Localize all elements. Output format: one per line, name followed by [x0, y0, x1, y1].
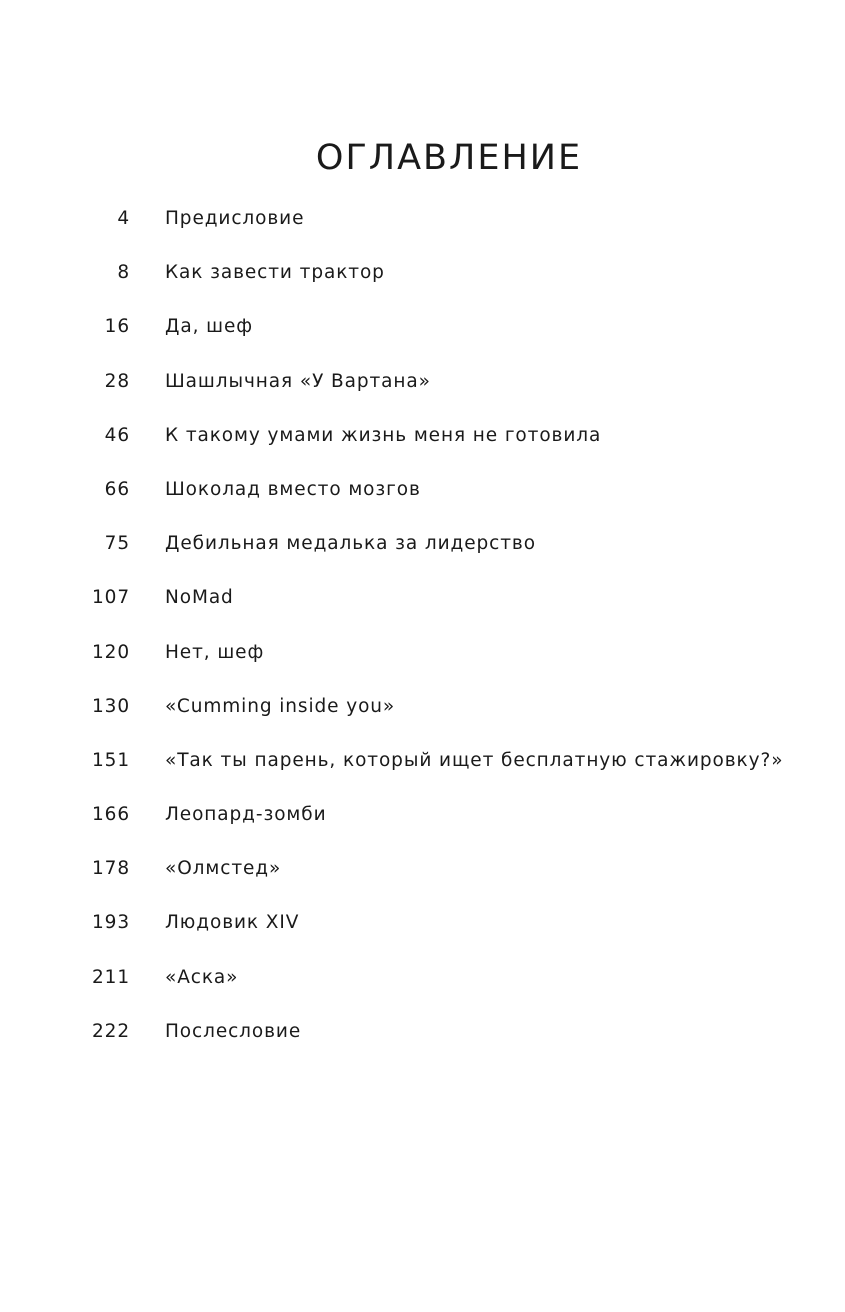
toc-entry[interactable]: [0, 687, 845, 741]
toc-chapter-title: Людовик XIV: [165, 912, 300, 934]
toc-page-number: 151: [91, 749, 130, 771]
toc-page-number: 46: [104, 424, 130, 446]
toc-page-number: 4: [117, 208, 130, 229]
toc-page-number: 75: [104, 533, 130, 555]
toc-page-number: 211: [91, 966, 130, 988]
toc-chapter-title: Послесловие: [165, 1020, 302, 1042]
toc-chapter-title: «Cumming inside you»: [165, 695, 396, 717]
toc-page-number: 107: [91, 587, 130, 609]
toc-chapter-title: «Олмстед»: [165, 858, 282, 880]
toc-entry[interactable]: [0, 470, 845, 524]
toc-entry[interactable]: [0, 903, 845, 957]
toc-page-number: 16: [104, 316, 130, 338]
toc-chapter-title: Дебильная медалька за лидерство: [165, 533, 536, 555]
toc-entry[interactable]: [0, 253, 845, 307]
toc-page-number: 166: [91, 804, 130, 826]
toc-entry[interactable]: [0, 416, 845, 470]
toc-page-number: 28: [104, 370, 130, 392]
toc-chapter-title: «Так ты парень, который ищет бесплатную стажировку?»: [165, 749, 784, 771]
toc-chapter-title: «Аска»: [165, 966, 239, 988]
toc-entry[interactable]: [0, 199, 845, 253]
toc-page-number: 120: [91, 641, 130, 663]
page-title: ОГЛАВЛЕНИЕ: [315, 138, 583, 178]
toc-entry[interactable]: [0, 633, 845, 687]
toc-chapter-title: Шоколад вместо мозгов: [165, 478, 421, 500]
toc-chapter-title: Леопард-зомби: [165, 804, 327, 826]
toc-page-number: 178: [91, 858, 130, 880]
toc-chapter-title: К такому умами жизнь меня не готовила: [165, 424, 602, 446]
toc-entry[interactable]: [0, 849, 845, 903]
toc-chapter-title: Как завести трактор: [165, 262, 385, 284]
toc-entry[interactable]: [0, 958, 845, 1012]
toc-chapter-title: Нет, шеф: [165, 641, 265, 663]
toc-page-number: 130: [91, 695, 130, 717]
toc-entry[interactable]: [0, 741, 845, 795]
toc-page-number: 222: [91, 1020, 130, 1042]
toc-page-number: 193: [91, 912, 130, 934]
toc-entry[interactable]: [0, 362, 845, 416]
toc-page-number: 8: [117, 262, 130, 284]
toc-chapter-title: Да, шеф: [165, 316, 253, 338]
toc-entry[interactable]: [0, 307, 845, 361]
toc-entry[interactable]: [0, 1012, 845, 1066]
table-of-contents: [0, 199, 845, 1066]
toc-entry[interactable]: [0, 524, 845, 578]
toc-page-number: 66: [104, 478, 130, 500]
toc-chapter-title: Шашлычная «У Вартана»: [165, 370, 431, 392]
toc-entry[interactable]: [0, 578, 845, 632]
toc-entry[interactable]: [0, 795, 845, 849]
toc-chapter-title: Предисловие: [165, 208, 305, 229]
toc-chapter-title: NoMad: [165, 587, 234, 609]
